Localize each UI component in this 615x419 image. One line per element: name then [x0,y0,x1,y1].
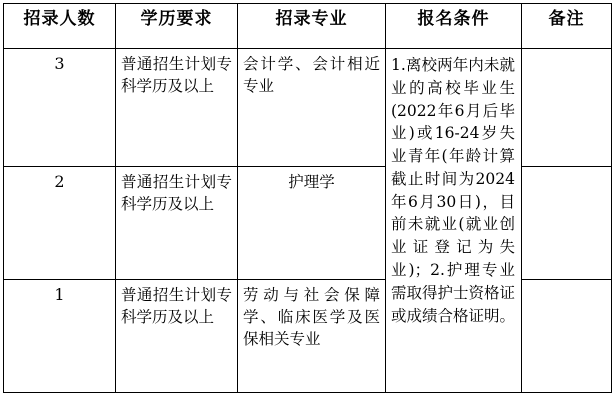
education-value: 普通招生计划专科学历及以上 [121,286,232,326]
document-page [0,3,615,419]
count-value: 1 [54,285,65,304]
note-value [522,167,611,175]
note-value [522,49,611,57]
table-row [4,49,612,167]
conditions-value: 1.离校两年内未就业的高校毕业生(2022年6月后毕业)或16-24岁失业青年(年龄计算截止时间为2024年6月30日)，目前未就业(就业创业证登记为失业)；2.护理专业需取得护士资格证或成绩合格证明。 [391,56,516,325]
column-header-note: 备注 [522,4,612,49]
column-header-count: 招录人数 [4,4,116,49]
major-value: 劳动与社会保障学、临床医学及医保相关专业 [243,286,380,348]
cell-education [116,280,238,393]
major-value: 护理学 [288,173,335,191]
column-header-major: 招录专业 [238,4,386,49]
education-value: 普通招生计划专科学历及以上 [121,55,232,95]
column-header-conditions: 报名条件 [386,4,522,49]
cell-note [522,167,612,280]
cell-major [238,167,386,280]
column-header-education: 学历要求 [116,4,238,49]
education-value: 普通招生计划专科学历及以上 [121,173,232,213]
cell-education [116,49,238,167]
cell-count [4,280,116,393]
note-value [522,280,611,288]
cell-count [4,49,116,167]
cell-note [522,49,612,167]
cell-conditions [386,49,522,393]
cell-major [238,49,386,167]
cell-note [522,280,612,393]
count-value: 2 [54,172,65,191]
major-value: 会计学、会计相近专业 [243,55,380,95]
cell-count [4,167,116,280]
cell-major [238,280,386,393]
cell-education [116,167,238,280]
recruitment-table [3,3,612,393]
count-value: 3 [54,54,65,73]
table-header-row [4,4,612,49]
